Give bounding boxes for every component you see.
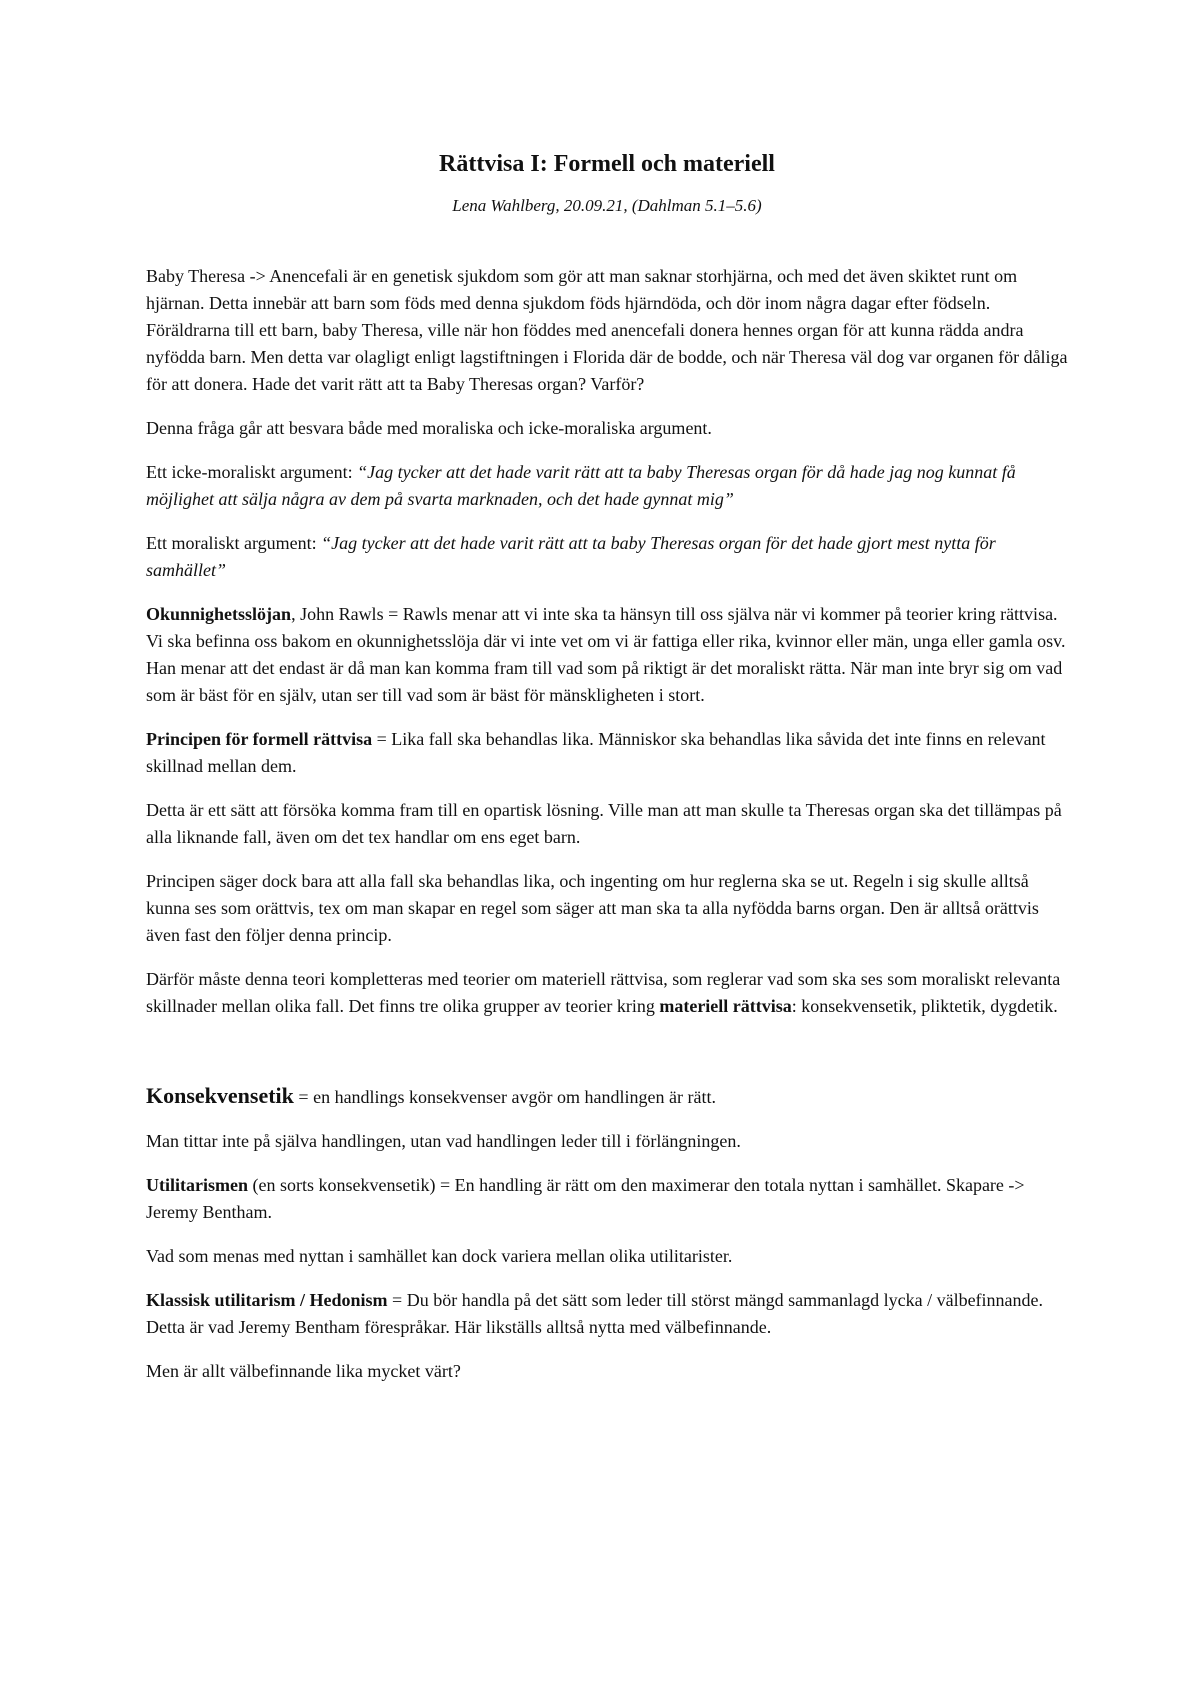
term-bold: materiell rättvisa xyxy=(659,996,792,1016)
paragraph-text: : konsekvensetik, pliktetik, dygdetik. xyxy=(791,996,1058,1016)
paragraph-material-justice xyxy=(146,966,1068,1020)
paragraph-text: Därför måste denna teori kompletteras med teorier om materiell rättvisa, som reglerar vad som ska ses som moraliskt relevanta skillnader mellan olika fall. Det finns tre olika grupper av teorier kring xyxy=(146,969,1061,1016)
paragraph-utility-variation: Vad som menas med nyttan i samhället kan dock variera mellan olika utilitarister. xyxy=(146,1246,733,1266)
argument-lead: Ett moraliskt argument: xyxy=(146,533,322,553)
paragraph-formal-justice xyxy=(146,726,1068,780)
paragraph-wellbeing-question: Men är allt välbefinnande lika mycket värt? xyxy=(146,1361,461,1381)
term-definition: = Du bör handla på det sätt som leder till störst mängd sammanlagd lycka / välbefinnande. Detta är vad Jeremy Bentham förespråkar. Här likställs alltså nytta med välbefinnande. xyxy=(146,1290,1044,1337)
term-bold: Utilitarismen xyxy=(146,1175,248,1195)
argument-lead: Ett icke-moraliskt argument: xyxy=(146,462,358,482)
argument-quote: “Jag tycker att det hade varit rätt att ta baby Theresas organ för då hade jag nog kunnat få möjlighet att sälja några av dem på svarta marknaden, och det hade gynnat mig” xyxy=(146,462,1016,509)
term-bold: Klassisk utilitarism / Hedonism xyxy=(146,1290,388,1310)
paragraph-question: Denna fråga går att besvara både med moraliska och icke-moraliska argument. xyxy=(146,418,712,438)
term-definition: = Lika fall ska behandlas lika. Människor ska behandlas lika såvida det inte finns en relevant skillnad mellan dem. xyxy=(146,729,1046,776)
term-bold: Principen för formell rättvisa xyxy=(146,729,373,749)
paragraph-utilitarianism xyxy=(146,1172,1068,1226)
paragraph-baby-theresa: Baby Theresa -> Anencefali är en genetisk sjukdom som gör att man saknar storhjärna, och med det även skiktet runt om hjärnan. Detta innebär att barn som föds med denna sjukdom föds hjärndöda, och dör inom några dagar efter födseln. Föräldrarna till ett barn, baby Theresa, ville när hon föddes med anencefali donera hennes organ för att kunna rädda andra nyfödda barn. Men detta var olagligt enligt lagstiftningen i Florida där de bodde, och när Theresa väl dog var organen för dåliga för att donera. Hade det varit rätt att ta Baby Theresas organ? Varför? xyxy=(146,266,1068,394)
document-subtitle: Lena Wahlberg, 20.09.21, (Dahlman 5.1–5.6) xyxy=(452,196,762,215)
paragraph-consequences: Man tittar inte på själva handlingen, utan vad handlingen leder till i förlängningen. xyxy=(146,1131,741,1151)
paragraph-consequentialism xyxy=(146,1082,1068,1111)
paragraph-impartial-solution: Detta är ett sätt att försöka komma fram till en opartisk lösning. Ville man att man skulle ta Theresas organ ska det tillämpas på alla liknande fall, även om det tex handlar om ens eget barn. xyxy=(146,800,1062,847)
term-definition: = en handlings konsekvenser avgör om handlingen är rätt. xyxy=(293,1087,716,1107)
document-title: Rättvisa I: Formell och materiell xyxy=(439,151,775,177)
paragraph-principle-limits: Principen säger dock bara att alla fall ska behandlas lika, och ingenting om hur reglerna ska se ut. Regeln i sig skulle alltså kunna ses som orättvis, tex om man skapar en regel som säger att man ska ta alla nyfödda barns organ. Den är alltså orättvis även fast den följer denna princip. xyxy=(146,871,1039,945)
paragraph-hedonism xyxy=(146,1287,1068,1341)
paragraph-moral-argument xyxy=(146,530,1068,584)
paragraph-veil-of-ignorance xyxy=(146,601,1068,709)
term-definition: , John Rawls = Rawls menar att vi inte ska ta hänsyn till oss själva när vi kommer på teorier kring rättvisa. Vi ska befinna oss bakom en okunnighetsslöja där vi inte vet om vi är fattiga eller rika, kvinnor eller män, unga eller gamla osv. Han menar att det endast är då man kan komma fram till vad som på riktigt är det moraliskt rätta. När man inte bryr sig om vad som är bäst för en själv, utan ser till vad som är bäst för mänskligheten i stort. xyxy=(146,604,1066,705)
term-bold: Okunnighetsslöjan xyxy=(146,604,292,624)
term-definition: (en sorts konsekvensetik) = En handling är rätt om den maximerar den totala nyttan i samhället. Skapare -> Jeremy Bentham. xyxy=(146,1175,1025,1222)
paragraph-non-moral-argument xyxy=(146,459,1068,513)
section-heading: Konsekvensetik xyxy=(146,1083,294,1108)
argument-quote: “Jag tycker att det hade varit rätt att ta baby Theresas organ för det hade gjort mest nytta för samhället” xyxy=(146,533,996,580)
